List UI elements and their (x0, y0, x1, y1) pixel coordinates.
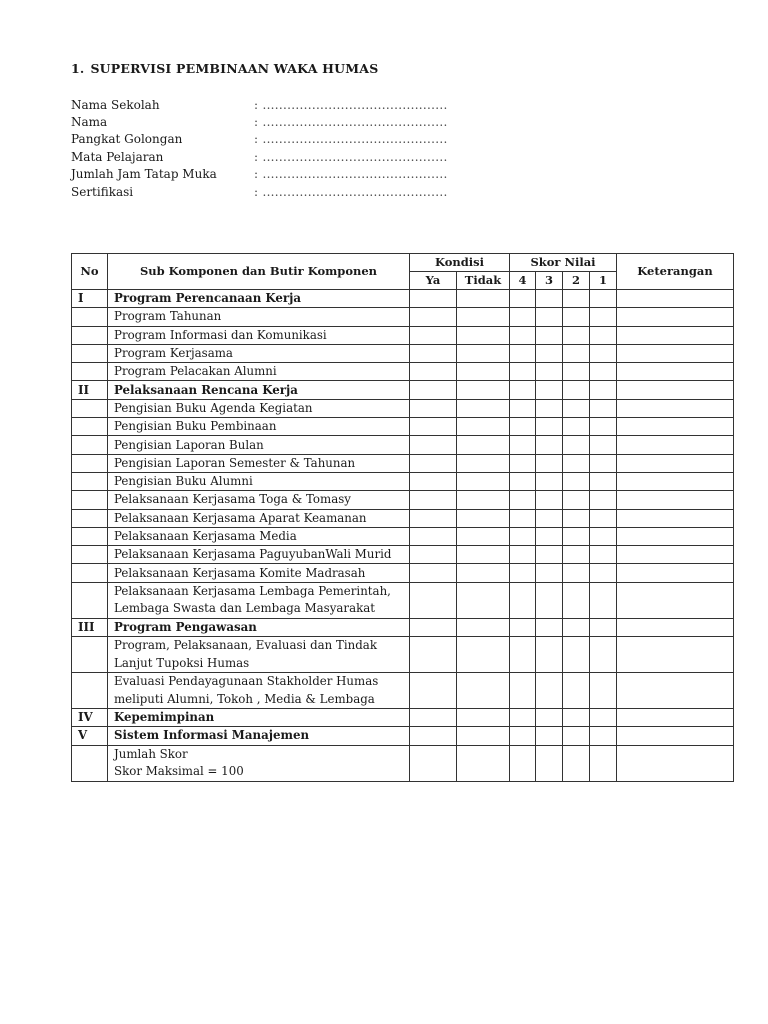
tidak-cell[interactable] (457, 637, 510, 673)
table-row (72, 527, 734, 545)
score-2-cell[interactable] (563, 454, 590, 472)
component-text: Pengisian Buku Agenda Kegiatan (114, 400, 313, 415)
row-number (72, 564, 108, 582)
keterangan-cell[interactable] (617, 418, 734, 436)
score-1-cell[interactable] (590, 308, 617, 326)
tidak-cell[interactable] (457, 290, 510, 308)
score-3-cell[interactable] (536, 637, 563, 673)
ya-cell[interactable] (410, 454, 457, 472)
score-4-cell[interactable] (510, 454, 536, 472)
table-row (72, 582, 734, 618)
keterangan-cell[interactable] (617, 491, 734, 509)
header-skor: Skor Nilai (510, 254, 617, 272)
score-3-cell[interactable] (536, 673, 563, 709)
table-row (72, 673, 734, 709)
score-4-cell[interactable] (510, 472, 536, 490)
row-number (72, 363, 108, 381)
component-text-line2: Lembaga Swasta dan Lembaga Masyarakat (114, 601, 376, 616)
component-text: Pelaksanaan Kerjasama Aparat Keamanan (114, 510, 367, 525)
score-3-cell[interactable] (536, 472, 563, 490)
row-number (72, 472, 108, 490)
score-1-cell[interactable] (590, 344, 617, 362)
score-1-cell[interactable] (590, 637, 617, 673)
table-row (72, 637, 734, 673)
score-2-cell[interactable] (563, 308, 590, 326)
header-score-3: 3 (536, 272, 563, 290)
tidak-cell[interactable] (457, 436, 510, 454)
score-2-cell[interactable] (563, 363, 590, 381)
score-2-cell[interactable] (563, 564, 590, 582)
component-text: Program Tahunan (114, 309, 222, 324)
tidak-cell[interactable] (457, 618, 510, 636)
table-section-row (72, 290, 734, 308)
score-4-cell[interactable] (510, 418, 536, 436)
score-1-cell[interactable] (590, 326, 617, 344)
table-section-row (72, 618, 734, 636)
ya-cell[interactable] (410, 564, 457, 582)
ya-cell[interactable] (410, 363, 457, 381)
score-3-cell[interactable] (536, 546, 563, 564)
keterangan-cell[interactable] (617, 618, 734, 636)
ya-cell[interactable] (410, 582, 457, 618)
keterangan-cell[interactable] (617, 290, 734, 308)
component-text-line2: meliputi Alumni, Tokoh , Media & Lembaga (114, 691, 375, 706)
tidak-cell[interactable] (457, 454, 510, 472)
score-1-cell[interactable] (590, 290, 617, 308)
score-4-cell[interactable] (510, 381, 536, 399)
row-component (108, 381, 410, 399)
keterangan-cell[interactable] (617, 582, 734, 618)
score-4-cell[interactable] (510, 727, 536, 745)
identity-value-field[interactable]: : ............................................. (254, 132, 448, 147)
score-4-cell[interactable] (510, 564, 536, 582)
identity-label: Jumlah Jam Tatap Muka (71, 167, 217, 182)
component-text: Pelaksanaan Rencana Kerja (114, 382, 298, 397)
table-row (72, 308, 734, 326)
header-ya: Ya (410, 272, 457, 290)
component-text: Jumlah Skor (114, 746, 188, 761)
ya-cell[interactable] (410, 637, 457, 673)
score-1-cell[interactable] (590, 472, 617, 490)
keterangan-cell[interactable] (617, 709, 734, 727)
tidak-cell[interactable] (457, 546, 510, 564)
score-4-cell[interactable] (510, 673, 536, 709)
row-component (108, 509, 410, 527)
component-text: Pengisian Laporan Bulan (114, 437, 264, 452)
row-number (72, 436, 108, 454)
row-number: I (72, 290, 108, 308)
row-component (108, 527, 410, 545)
row-number (72, 582, 108, 618)
identity-label: Mata Pelajaran (71, 149, 164, 164)
table-section-row (72, 381, 734, 399)
table-row (72, 344, 734, 362)
keterangan-cell[interactable] (617, 727, 734, 745)
tidak-cell[interactable] (457, 344, 510, 362)
row-component (108, 454, 410, 472)
ya-cell[interactable] (410, 509, 457, 527)
heading-number: 1. (71, 61, 85, 76)
score-2-cell[interactable] (563, 436, 590, 454)
keterangan-cell[interactable] (617, 637, 734, 673)
row-number (72, 637, 108, 673)
table-row (72, 326, 734, 344)
tidak-cell[interactable] (457, 564, 510, 582)
row-component (108, 564, 410, 582)
row-component (108, 472, 410, 490)
ya-cell[interactable] (410, 727, 457, 745)
identity-label: Pangkat Golongan (71, 132, 183, 147)
component-text: Program Kerjasama (114, 346, 233, 361)
keterangan-cell[interactable] (617, 745, 734, 781)
score-1-cell[interactable] (590, 727, 617, 745)
tidak-cell[interactable] (457, 381, 510, 399)
ya-cell[interactable] (410, 399, 457, 417)
component-text-line2: Skor Maksimal = 100 (114, 764, 244, 779)
tidak-cell[interactable] (457, 582, 510, 618)
score-1-cell[interactable] (590, 546, 617, 564)
identity-value-field[interactable]: : ............................................. (254, 97, 448, 112)
keterangan-cell[interactable] (617, 308, 734, 326)
ya-cell[interactable] (410, 546, 457, 564)
keterangan-cell[interactable] (617, 326, 734, 344)
score-2-cell[interactable] (563, 637, 590, 673)
ya-cell[interactable] (410, 381, 457, 399)
identity-value-field[interactable]: : ............................................. (254, 149, 448, 164)
score-1-cell[interactable] (590, 363, 617, 381)
row-number: V (72, 727, 108, 745)
score-1-cell[interactable] (590, 491, 617, 509)
score-3-cell[interactable] (536, 418, 563, 436)
score-3-cell[interactable] (536, 381, 563, 399)
score-4-cell[interactable] (510, 582, 536, 618)
header-score-2: 2 (563, 272, 590, 290)
identity-row (71, 113, 491, 130)
score-2-cell[interactable] (563, 290, 590, 308)
score-1-cell[interactable] (590, 564, 617, 582)
score-2-cell[interactable] (563, 326, 590, 344)
score-1-cell[interactable] (590, 709, 617, 727)
score-4-cell[interactable] (510, 509, 536, 527)
score-3-cell[interactable] (536, 564, 563, 582)
row-component (108, 399, 410, 417)
component-text: Program Pengawasan (114, 619, 257, 634)
tidak-cell[interactable] (457, 709, 510, 727)
keterangan-cell[interactable] (617, 472, 734, 490)
score-1-cell[interactable] (590, 509, 617, 527)
component-text: Program Pelacakan Alumni (114, 364, 277, 379)
identity-label: Nama Sekolah (71, 97, 160, 112)
tidak-cell[interactable] (457, 308, 510, 326)
score-1-cell[interactable] (590, 618, 617, 636)
identity-label: Nama (71, 115, 108, 130)
row-component (108, 618, 410, 636)
table-row (72, 436, 734, 454)
ya-cell[interactable] (410, 491, 457, 509)
table-row (72, 745, 734, 781)
row-component (108, 546, 410, 564)
identity-row (71, 183, 491, 200)
score-2-cell[interactable] (563, 491, 590, 509)
component-text: Pelaksanaan Kerjasama Komite Madrasah (114, 565, 366, 580)
ya-cell[interactable] (410, 290, 457, 308)
header-score-4: 4 (510, 272, 536, 290)
score-2-cell[interactable] (563, 546, 590, 564)
component-text: Program, Pelaksanaan, Evaluasi dan Tindak (114, 638, 377, 653)
row-number (72, 418, 108, 436)
keterangan-cell[interactable] (617, 454, 734, 472)
row-number: IV (72, 709, 108, 727)
score-1-cell[interactable] (590, 436, 617, 454)
score-1-cell[interactable] (590, 418, 617, 436)
row-number (72, 491, 108, 509)
score-3-cell[interactable] (536, 527, 563, 545)
score-2-cell[interactable] (563, 381, 590, 399)
header-kondisi: Kondisi (410, 254, 510, 272)
ya-cell[interactable] (410, 418, 457, 436)
row-component (108, 727, 410, 745)
score-4-cell[interactable] (510, 527, 536, 545)
identity-value-field[interactable]: : ............................................. (254, 167, 448, 182)
ya-cell[interactable] (410, 326, 457, 344)
score-2-cell[interactable] (563, 673, 590, 709)
component-text: Evaluasi Pendayagunaan Stakholder Humas (114, 674, 379, 689)
row-component (108, 491, 410, 509)
row-number (72, 673, 108, 709)
ya-cell[interactable] (410, 709, 457, 727)
tidak-cell[interactable] (457, 509, 510, 527)
score-3-cell[interactable] (536, 344, 563, 362)
table-row (72, 472, 734, 490)
row-number (72, 326, 108, 344)
component-text: Program Informasi dan Komunikasi (114, 327, 327, 342)
score-1-cell[interactable] (590, 673, 617, 709)
score-4-cell[interactable] (510, 363, 536, 381)
identity-form (71, 96, 491, 200)
table-row (72, 454, 734, 472)
score-3-cell[interactable] (536, 709, 563, 727)
ya-cell[interactable] (410, 344, 457, 362)
tidak-cell[interactable] (457, 399, 510, 417)
component-text: Kepemimpinan (114, 710, 215, 725)
row-component (108, 418, 410, 436)
score-2-cell[interactable] (563, 344, 590, 362)
score-4-cell[interactable] (510, 344, 536, 362)
keterangan-cell[interactable] (617, 399, 734, 417)
ya-cell[interactable] (410, 472, 457, 490)
component-text: Pengisian Buku Alumni (114, 474, 253, 489)
row-number: II (72, 381, 108, 399)
keterangan-cell[interactable] (617, 673, 734, 709)
score-2-cell[interactable] (563, 399, 590, 417)
row-number (72, 509, 108, 527)
page-title (71, 61, 378, 76)
ya-cell[interactable] (410, 527, 457, 545)
score-2-cell[interactable] (563, 527, 590, 545)
identity-row (71, 96, 491, 113)
score-1-cell[interactable] (590, 381, 617, 399)
score-3-cell[interactable] (536, 436, 563, 454)
score-1-cell[interactable] (590, 527, 617, 545)
component-text: Pengisian Buku Pembinaan (114, 419, 277, 434)
component-text: Sistem Informasi Manajemen (114, 728, 310, 743)
score-1-cell[interactable] (590, 454, 617, 472)
table-row (72, 363, 734, 381)
row-component (108, 290, 410, 308)
table-row (72, 399, 734, 417)
score-3-cell[interactable] (536, 308, 563, 326)
row-component (108, 308, 410, 326)
tidak-cell[interactable] (457, 326, 510, 344)
score-2-cell[interactable] (563, 618, 590, 636)
ya-cell[interactable] (410, 673, 457, 709)
tidak-cell[interactable] (457, 727, 510, 745)
row-number (72, 454, 108, 472)
keterangan-cell[interactable] (617, 363, 734, 381)
component-text: Pelaksanaan Kerjasama Media (114, 529, 297, 543)
score-1-cell[interactable] (590, 399, 617, 417)
table-section-row (72, 709, 734, 727)
row-component (108, 745, 410, 781)
header-no: No (72, 254, 108, 290)
table-row (72, 418, 734, 436)
score-3-cell[interactable] (536, 491, 563, 509)
score-4-cell[interactable] (510, 436, 536, 454)
row-number (72, 527, 108, 545)
row-number (72, 745, 108, 781)
row-number: III (72, 618, 108, 636)
header-component: Sub Komponen dan Butir Komponen (108, 254, 410, 290)
identity-value-field[interactable]: : ............................................. (254, 115, 448, 130)
component-text: Pelaksanaan Kerjasama Toga & Tomasy (114, 492, 351, 507)
score-4-cell[interactable] (510, 745, 536, 781)
score-4-cell[interactable] (510, 399, 536, 417)
score-4-cell[interactable] (510, 290, 536, 308)
supervision-table (71, 253, 734, 782)
tidak-cell[interactable] (457, 527, 510, 545)
heading-title: SUPERVISI PEMBINAAN WAKA HUMAS (90, 61, 379, 76)
component-text: Program Perencanaan Kerja (114, 291, 302, 306)
tidak-cell[interactable] (457, 491, 510, 509)
score-1-cell[interactable] (590, 745, 617, 781)
table-section-row (72, 727, 734, 745)
score-1-cell[interactable] (590, 582, 617, 618)
component-text-line2: Lanjut Tupoksi Humas (114, 655, 250, 670)
row-component (108, 363, 410, 381)
score-3-cell[interactable] (536, 363, 563, 381)
score-2-cell[interactable] (563, 745, 590, 781)
row-number (72, 546, 108, 564)
table-row (72, 491, 734, 509)
row-component (108, 436, 410, 454)
score-3-cell[interactable] (536, 745, 563, 781)
score-3-cell[interactable] (536, 454, 563, 472)
identity-label: Sertifikasi (71, 184, 134, 199)
row-component (108, 344, 410, 362)
tidak-cell[interactable] (457, 673, 510, 709)
score-4-cell[interactable] (510, 326, 536, 344)
ya-cell[interactable] (410, 618, 457, 636)
score-3-cell[interactable] (536, 399, 563, 417)
score-4-cell[interactable] (510, 637, 536, 673)
identity-row (71, 148, 491, 165)
score-4-cell[interactable] (510, 308, 536, 326)
row-component (108, 326, 410, 344)
row-component (108, 709, 410, 727)
row-component (108, 582, 410, 618)
row-number (72, 399, 108, 417)
score-3-cell[interactable] (536, 727, 563, 745)
score-3-cell[interactable] (536, 618, 563, 636)
score-2-cell[interactable] (563, 472, 590, 490)
keterangan-cell[interactable] (617, 344, 734, 362)
keterangan-cell[interactable] (617, 527, 734, 545)
component-text: Pelaksanaan Kerjasama Lembaga Pemerintah, (114, 583, 391, 598)
identity-row (71, 131, 491, 148)
score-4-cell[interactable] (510, 491, 536, 509)
component-text: Pelaksanaan Kerjasama PaguyubanWali Murid (114, 547, 392, 562)
score-2-cell[interactable] (563, 582, 590, 618)
header-score-1: 1 (590, 272, 617, 290)
tidak-cell[interactable] (457, 418, 510, 436)
score-2-cell[interactable] (563, 418, 590, 436)
keterangan-cell[interactable] (617, 436, 734, 454)
keterangan-cell[interactable] (617, 546, 734, 564)
row-number (72, 308, 108, 326)
table-row (72, 509, 734, 527)
table-row (72, 564, 734, 582)
tidak-cell[interactable] (457, 745, 510, 781)
identity-value-field[interactable]: : ............................................. (254, 184, 448, 199)
row-component (108, 673, 410, 709)
keterangan-cell[interactable] (617, 381, 734, 399)
table-row (72, 546, 734, 564)
score-3-cell[interactable] (536, 326, 563, 344)
keterangan-cell[interactable] (617, 564, 734, 582)
ya-cell[interactable] (410, 745, 457, 781)
keterangan-cell[interactable] (617, 509, 734, 527)
score-3-cell[interactable] (536, 509, 563, 527)
tidak-cell[interactable] (457, 472, 510, 490)
header-keterangan: Keterangan (617, 254, 734, 290)
score-2-cell[interactable] (563, 509, 590, 527)
identity-row (71, 166, 491, 183)
component-text: Pengisian Laporan Semester & Tahunan (114, 455, 356, 470)
tidak-cell[interactable] (457, 363, 510, 381)
score-3-cell[interactable] (536, 290, 563, 308)
header-tidak: Tidak (457, 272, 510, 290)
score-2-cell[interactable] (563, 709, 590, 727)
row-number (72, 344, 108, 362)
row-component (108, 637, 410, 673)
score-4-cell[interactable] (510, 618, 536, 636)
ya-cell[interactable] (410, 308, 457, 326)
score-2-cell[interactable] (563, 727, 590, 745)
score-4-cell[interactable] (510, 709, 536, 727)
score-3-cell[interactable] (536, 582, 563, 618)
score-4-cell[interactable] (510, 546, 536, 564)
ya-cell[interactable] (410, 436, 457, 454)
